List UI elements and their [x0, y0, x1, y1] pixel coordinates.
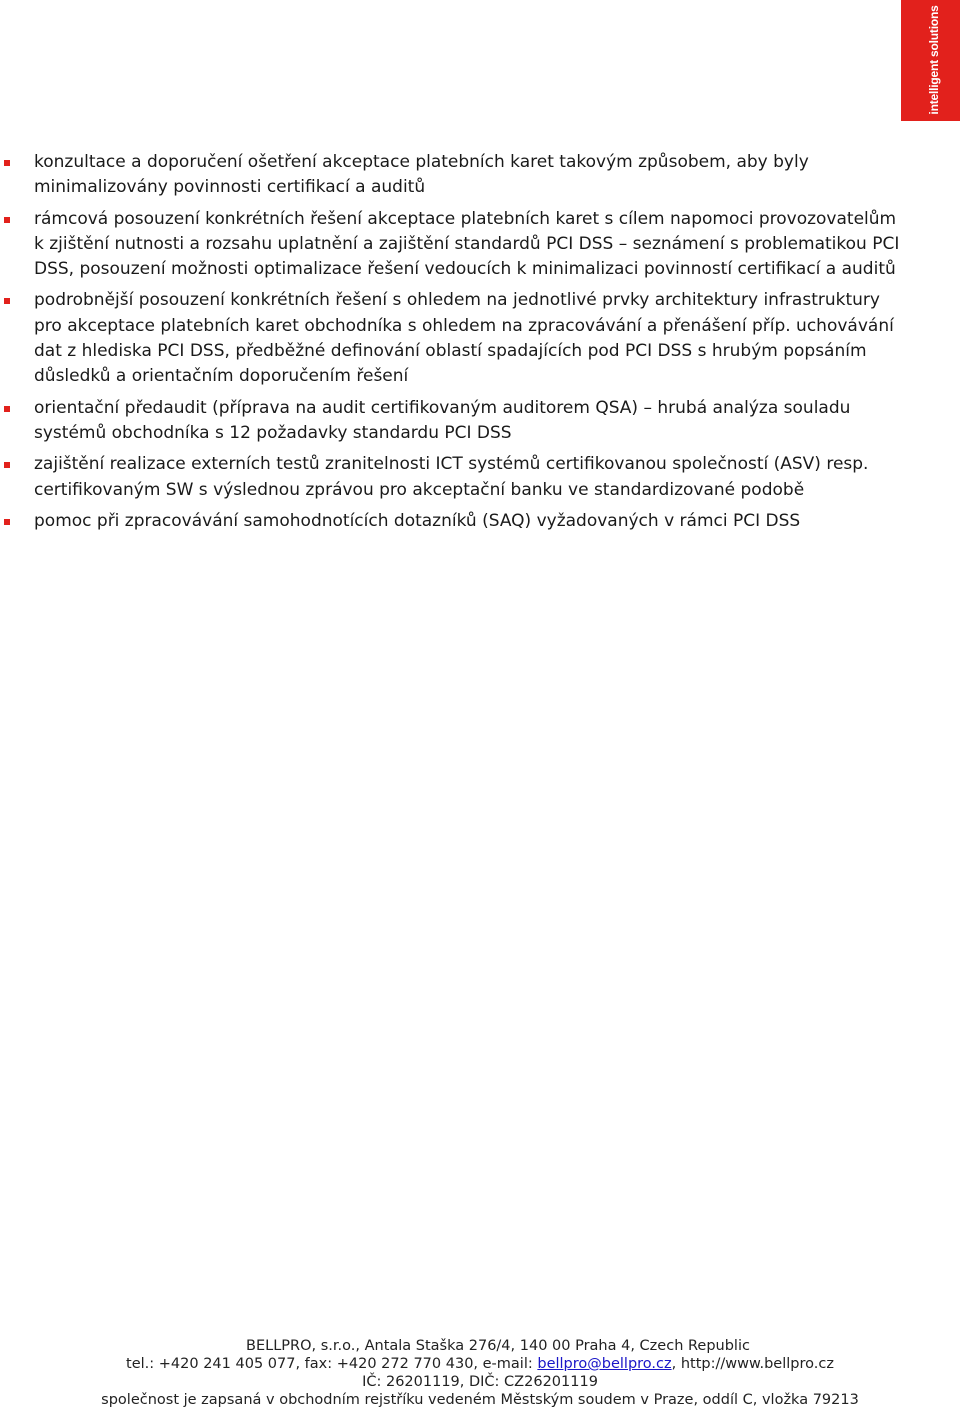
square-bullet-icon — [4, 298, 10, 304]
list-item — [0, 150, 910, 201]
email-link[interactable]: bellpro@bellpro.cz — [537, 1356, 672, 1372]
list-item — [0, 452, 910, 503]
service-list — [0, 150, 910, 540]
list-item-text: zajištění realizace externích testů zranitelnosti ICT systémů certifikovanou společností (ASV) resp. certifikovaným SW s výslednou zprávou pro akceptační banku ve standardizované podobě — [34, 454, 869, 500]
footer-contact-suffix: , http://www.bellpro.cz — [671, 1356, 834, 1372]
list-item — [0, 288, 910, 389]
square-bullet-icon — [4, 462, 10, 468]
footer-registration: společnost je zapsaná v obchodním rejstříku vedeném Městským soudem v Praze, oddíl C, vložka 79213 — [101, 1392, 859, 1408]
square-bullet-icon — [4, 160, 10, 166]
list-item — [0, 509, 910, 534]
footer-company-ids: IČ: 26201119, DIČ: CZ26201119 — [362, 1374, 598, 1390]
list-item-text: pomoc při zpracovávání samohodnotících dotazníků (SAQ) vyžadovaných v rámci PCI DSS — [34, 510, 801, 531]
square-bullet-icon — [4, 217, 10, 223]
list-item-text: podrobnější posouzení konkrétních řešení s ohledem na jednotlivé prvky architektury infrastruktury pro akceptace platebních karet obchodníka s ohledem na zpracovávání a přenášení příp. uchovávání dat z hlediska PCI DSS, předběžné definování oblastí spadajících pod PCI DSS s hrubým popsáním důsledků a orientačním doporučením řešení — [34, 290, 894, 387]
page-footer — [0, 1337, 960, 1409]
list-item-text: konzultace a doporučení ošetření akceptace platebních karet takovým způsobem, aby byly minimalizovány povinnosti certifikací a auditů — [34, 152, 809, 198]
footer-contact — [0, 1355, 960, 1373]
square-bullet-icon — [4, 406, 10, 412]
brand-tagline: intelligent solutions — [927, 5, 941, 115]
list-item — [0, 396, 910, 447]
brand-tab — [901, 0, 960, 121]
list-item-text: orientační předaudit (příprava na audit certifikovaným auditorem QSA) – hrubá analýza souladu systémů obchodníka s 12 požadavky standardu PCI DSS — [34, 397, 851, 443]
list-item — [0, 207, 910, 283]
square-bullet-icon — [4, 519, 10, 525]
list-item-text: rámcová posouzení konkrétních řešení akceptace platebních karet s cílem napomoci provozovatelům k zjištění nutnosti a rozsahu uplatnění a zajištění standardů PCI DSS – seznámení s problematikou PCI DSS, posouzení možnosti optimalizace řešení vedoucích k minimalizaci povinností certifikací a auditů — [34, 208, 900, 280]
footer-address: BELLPRO, s.r.o., Antala Staška 276/4, 140 00 Praha 4, Czech Republic — [246, 1338, 750, 1354]
footer-contact-prefix: tel.: +420 241 405 077, fax: +420 272 770 430, e-mail: — [126, 1356, 538, 1372]
